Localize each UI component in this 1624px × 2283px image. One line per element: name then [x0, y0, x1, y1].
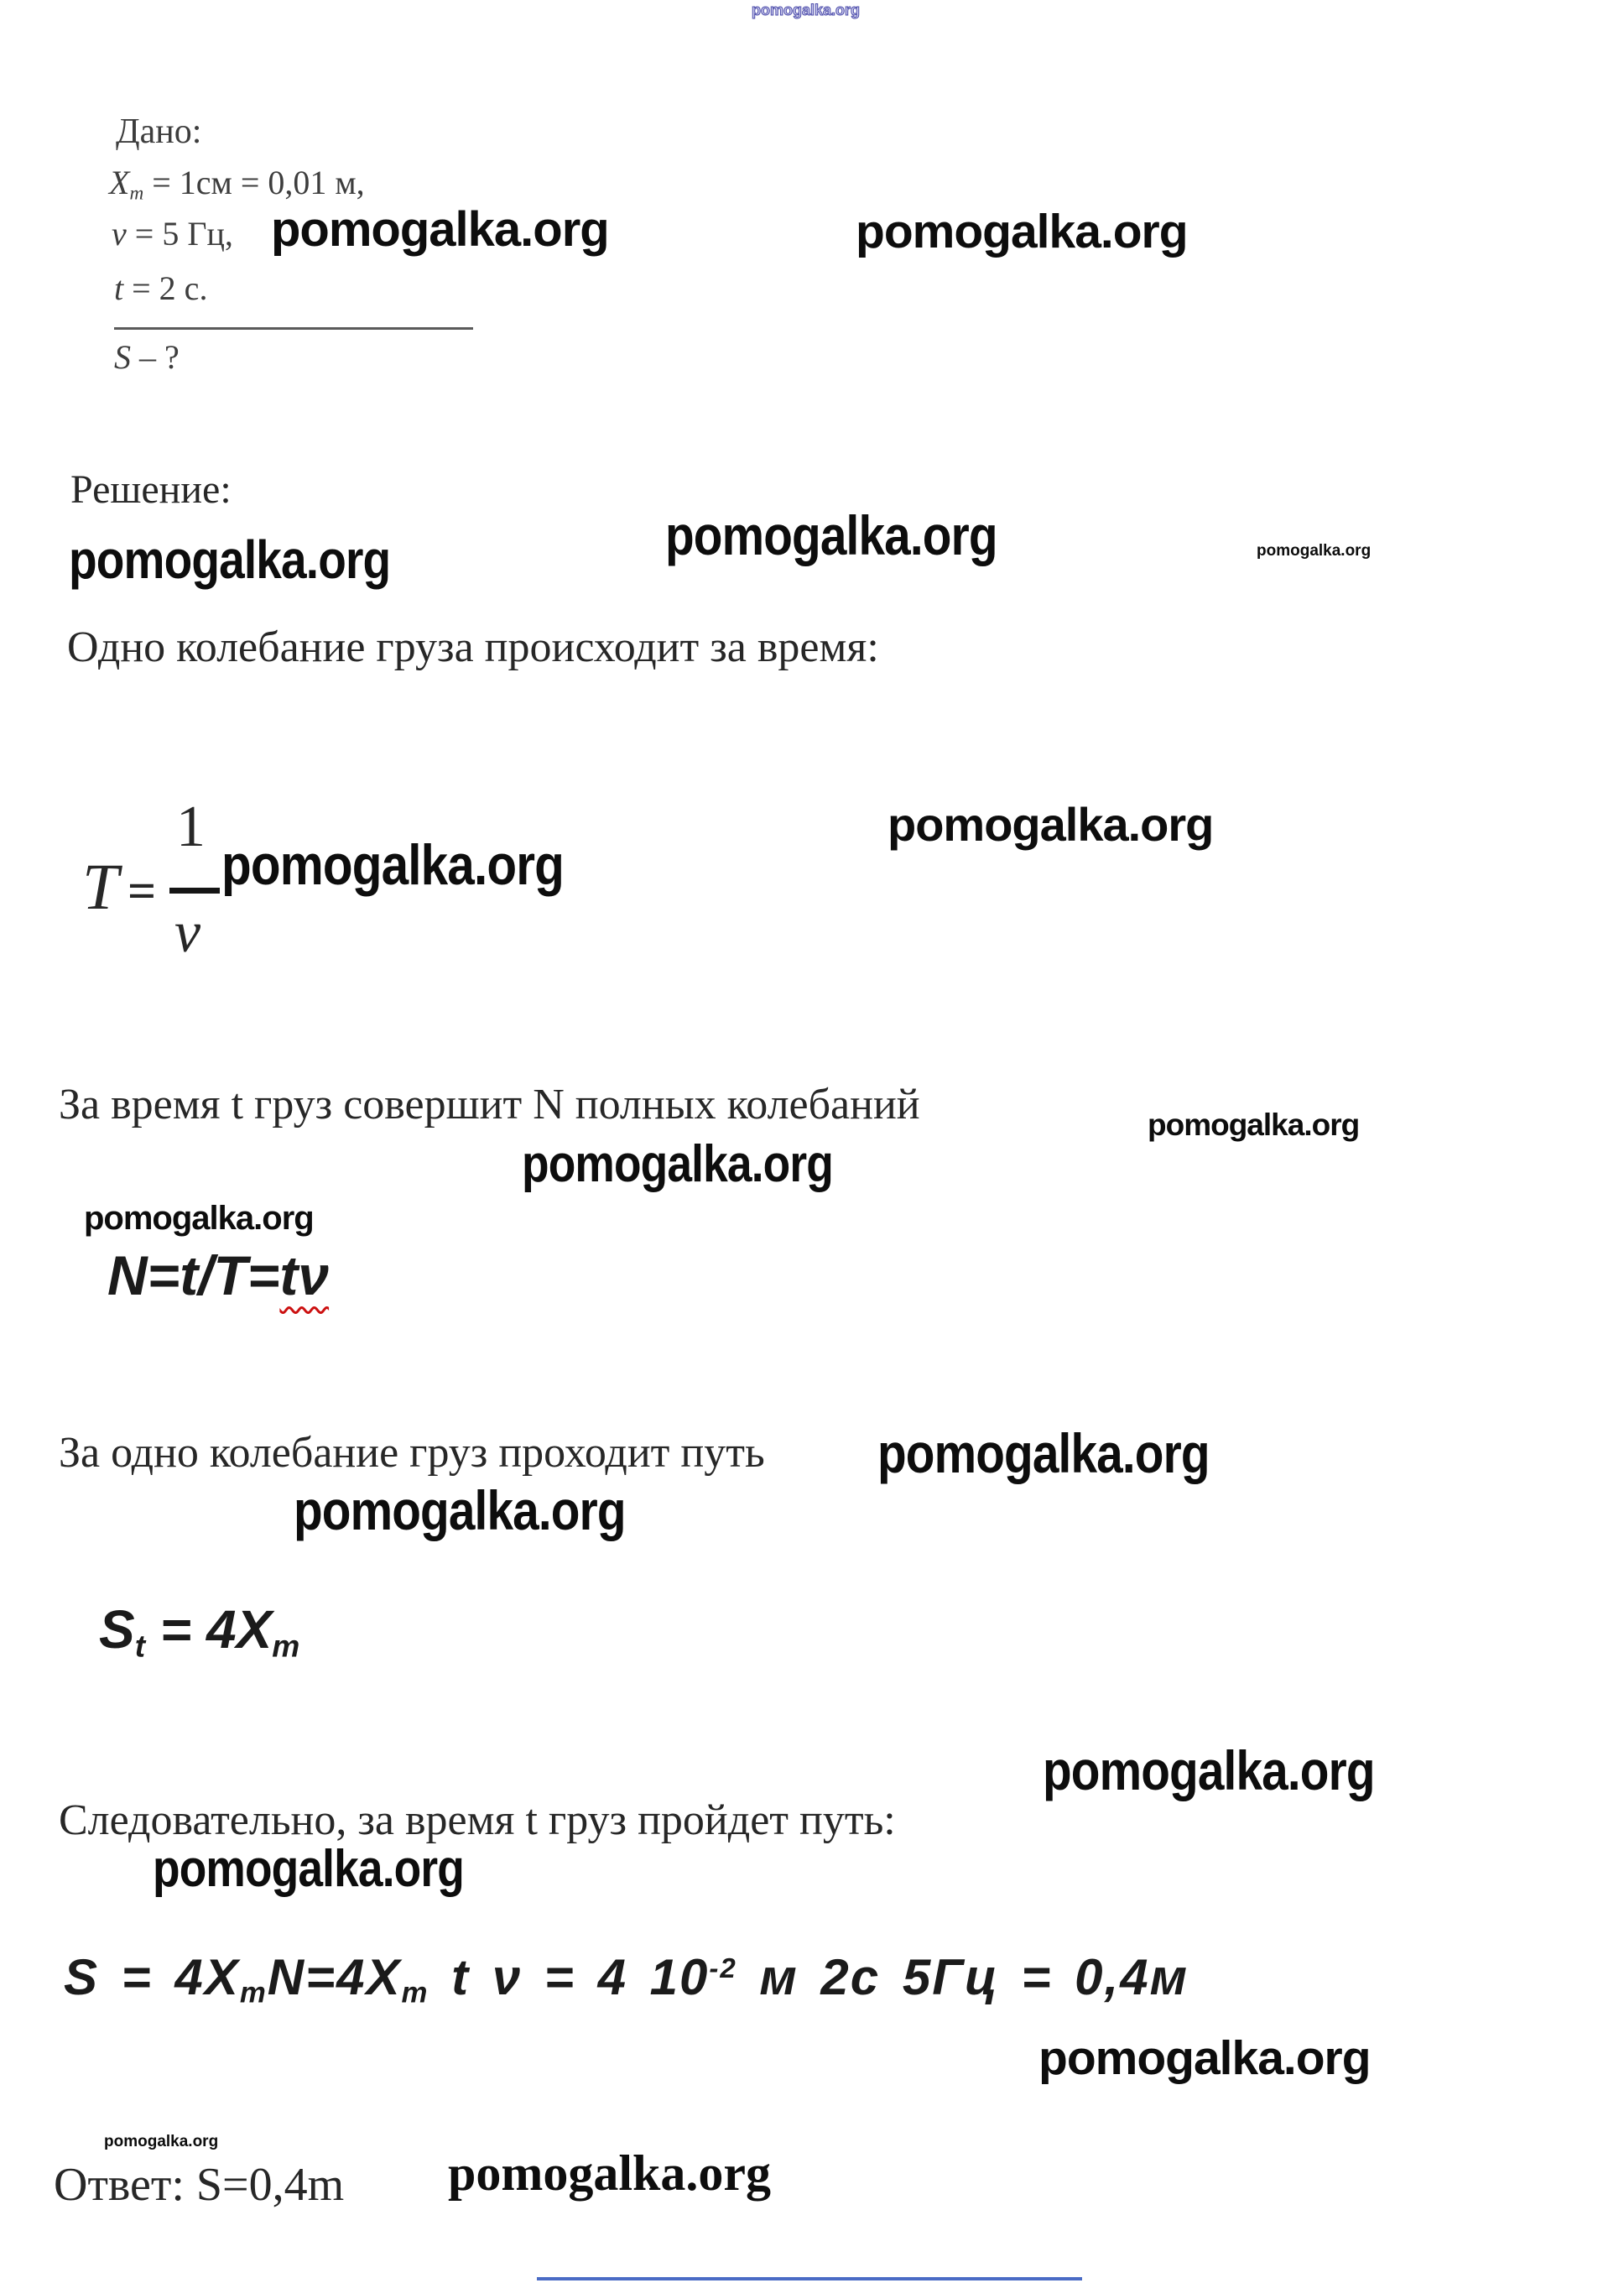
path-var: X: [236, 1599, 273, 1660]
fraction-bar: [169, 888, 220, 894]
period-equals: =: [128, 863, 157, 919]
watermark-top-right: pomogalka.org: [856, 205, 1188, 258]
total-p4: м 2с 5Гц = 0,4м: [737, 1949, 1189, 2005]
step2-text: За время t груз совершит N полных колебаний: [59, 1081, 920, 1128]
watermark-after-step3: pomogalka.org: [877, 1422, 1210, 1484]
time-value: = 2 с.: [123, 269, 208, 307]
path-lhs: S: [99, 1599, 135, 1660]
amplitude-subscript: m: [129, 182, 144, 205]
watermark-center-1: pomogalka.org: [665, 504, 997, 566]
watermark-center-2: pomogalka.org: [522, 1135, 833, 1193]
amplitude-symbol: X: [109, 164, 130, 201]
bottom-accent-line: [537, 2277, 1082, 2280]
watermark-top: pomogalka.org: [752, 2, 861, 18]
path-mid: = 4: [145, 1599, 237, 1660]
given-divider: [114, 327, 473, 330]
solution-heading: Решение:: [70, 467, 232, 512]
find-question: – ?: [131, 338, 180, 376]
total-v1: X: [204, 1949, 240, 2005]
watermark-right-1: pomogalka.org: [887, 798, 1214, 851]
total-s2: m: [401, 1976, 429, 2009]
watermark-small-right: pomogalka.org: [1257, 542, 1372, 560]
watermark-right-4: pomogalka.org: [1038, 2031, 1371, 2085]
watermark-center-3: pomogalka.org: [294, 1479, 626, 1541]
total-p3: t ν = 4 10: [429, 1949, 710, 2005]
time-symbol: t: [114, 269, 124, 307]
total-s1: m: [239, 1976, 268, 2009]
amplitude-value: = 1см = 0,01 м,: [143, 164, 365, 201]
total-v2: X: [366, 1949, 402, 2005]
watermark-center-4: pomogalka.org: [153, 1840, 464, 1898]
find-symbol: S: [114, 338, 131, 376]
frequency-symbol: ν: [112, 215, 127, 253]
frequency-value: = 5 Гц,: [126, 215, 233, 253]
period-lhs: T: [82, 850, 119, 923]
watermark-after-fraction: pomogalka.org: [221, 833, 564, 897]
watermark-given-row: pomogalka.org: [271, 202, 609, 257]
total-sup: -2: [709, 1952, 737, 1984]
watermark-left-1: pomogalka.org: [84, 1200, 314, 1237]
count-formula-main: N=t/T=: [107, 1244, 280, 1306]
path-formula: [99, 1598, 299, 1664]
step1-text: Одно колебание груза происходит за время:: [67, 623, 879, 671]
total-p1: S = 4: [64, 1949, 205, 2005]
watermark-bottom-serif: pomogalka.org: [448, 2145, 772, 2201]
step4-text: Следовательно, за время t груз пройдет путь:: [59, 1796, 896, 1844]
total-p2: N=4: [267, 1949, 367, 2005]
given-find: [114, 337, 180, 377]
path-var-sub: m: [272, 1628, 300, 1664]
given-heading: Дано:: [116, 112, 202, 151]
count-formula: [107, 1243, 329, 1307]
period-denominator: ν: [174, 900, 201, 965]
given-frequency: [112, 214, 233, 253]
watermark-small-left: pomogalka.org: [104, 2133, 219, 2150]
period-numerator: 1: [176, 795, 206, 859]
given-amplitude: [109, 163, 365, 205]
watermark-right-2: pomogalka.org: [1148, 1108, 1360, 1142]
path-lhs-sub: t: [134, 1628, 146, 1664]
watermark-under-heading: pomogalka.org: [69, 529, 391, 590]
step3-text: За одно колебание груз проходит путь: [59, 1429, 765, 1477]
watermark-right-3: pomogalka.org: [1043, 1739, 1375, 1801]
answer-text: Ответ: S=0,4m: [54, 2159, 345, 2211]
count-formula-flagged: tν: [279, 1244, 330, 1306]
given-time: [114, 268, 207, 308]
total-formula: [64, 1948, 1189, 2010]
